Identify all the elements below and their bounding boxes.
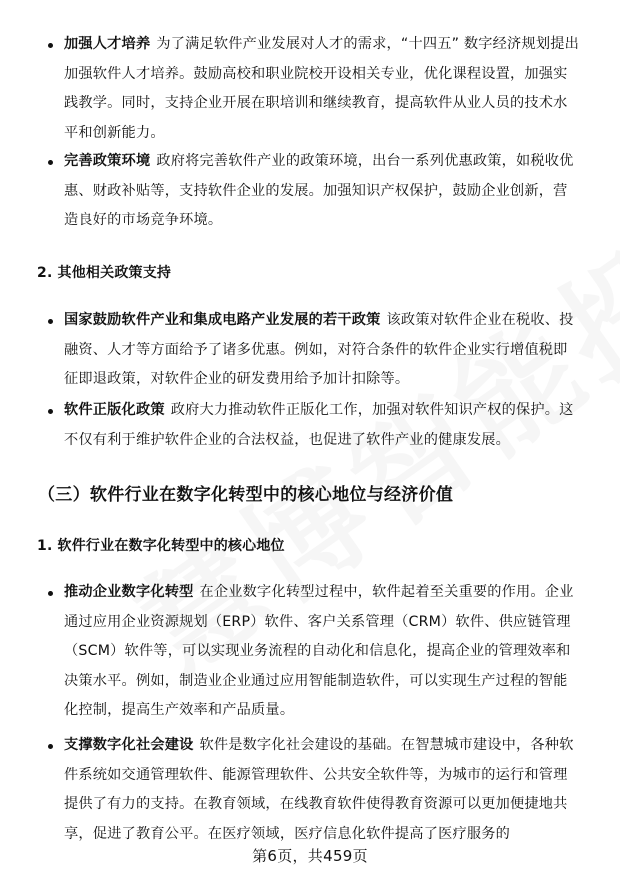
page-number-footer: 第6页，共459页 <box>252 847 368 865</box>
subheading-core-position: 1. 软件行业在数字化转型中的核心地位 <box>37 538 285 554</box>
list-item <box>64 30 579 148</box>
bullet-title: 支撑数字化社会建设 <box>64 737 194 753</box>
bullet-icon <box>48 319 53 324</box>
bullet-text: 为了满足软件产业发展对人才的需求，“十四五” 数字经济规划提出加强软件人才培养。鼓励高校和职业院校开设相关专业，优化课程设置，加强实践教学。同时，支持企业开展在职培训和继续教育，提高软件从业人员的技术水平和创新能力。 <box>64 36 579 141</box>
bullet-text: 政府大力推动软件正版化工作，加强对软件知识产权的保护。这不仅有利于维护软件企业的合法权益，也促进了软件产业的健康发展。 <box>64 402 574 448</box>
bullet-icon <box>48 591 53 596</box>
list-item <box>64 396 579 455</box>
bullet-text: 政府将完善软件产业的政策环境，出台一系列优惠政策，如税收优惠、财政补贴等，支持软件企业的发展。加强知识产权保护，鼓励企业创新，营造良好的市场竞争环境。 <box>64 153 574 228</box>
bullet-icon <box>48 160 53 165</box>
bullet-title: 国家鼓励软件产业和集成电路产业发展的若干政策 <box>64 312 381 328</box>
list-item <box>64 731 579 849</box>
bullet-text: 该政策对软件企业在税收、投融资、人才等方面给予了诸多优惠。例如，对符合条件的软件企业实行增值税即征即退政策，对软件企业的研发费用给予加计扣除等。 <box>64 312 574 387</box>
section-title: （三）软件行业在数字化转型中的核心地位与经济价值 <box>38 485 454 505</box>
bullet-icon <box>48 744 53 749</box>
bullet-title: 软件正版化政策 <box>64 402 165 418</box>
bullet-title: 加强人才培养 <box>64 36 151 52</box>
list-item <box>64 578 579 726</box>
list-item <box>64 147 579 236</box>
bullet-icon <box>48 43 53 48</box>
subheading-other-policy: 2. 其他相关政策支持 <box>37 265 172 281</box>
bullet-title: 推动企业数字化转型 <box>64 584 194 600</box>
bullet-text: 在企业数字化转型过程中，软件起着至关重要的作用。企业通过应用企业资源规划（ERP）软件、客户关系管理（CRM）软件、供应链管理（SCM）软件等，可以实现业务流程的自动化和信息化，提高企业的管理效率和决策水平。例如，制造业企业通过应用智能制造软件，可以实现生产过程的智能化控制，提高生产效率和产品质量。 <box>64 584 574 718</box>
bullet-text: 软件是数字化社会建设的基础。在智慧城市建设中，各种软件系统如交通管理软件、能源管理软件、公共安全软件等，为城市的运行和管理提供了有力的支持。在教育领域，在线教育软件使得教育资源可以更加便捷地共享，促进了教育公平。在医疗领域，医疗信息化软件提高了医疗服务的 <box>64 737 574 842</box>
bullet-icon <box>48 409 53 414</box>
list-item <box>64 306 579 395</box>
bullet-title: 完善政策环境 <box>64 153 151 169</box>
